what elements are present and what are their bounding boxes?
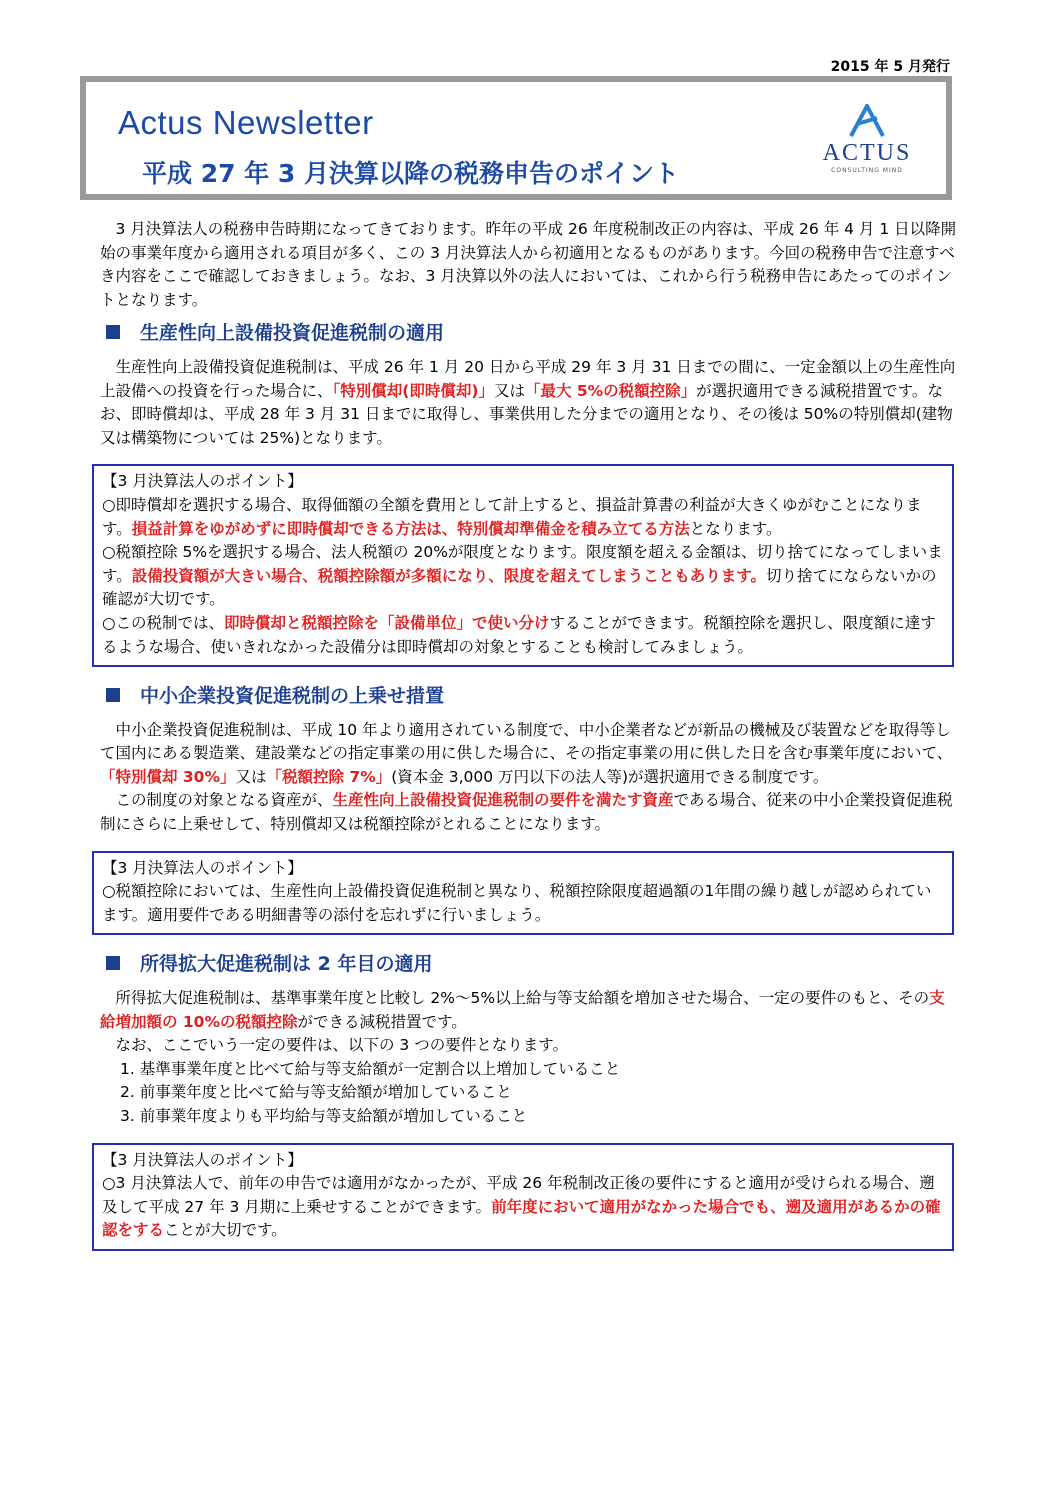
issue-date: 2015 年 5 月発行 — [830, 59, 950, 75]
section-bullet-icon — [106, 688, 120, 702]
point-box — [92, 851, 954, 936]
section-bullet-icon — [106, 325, 120, 339]
actus-logo — [812, 104, 922, 190]
list-item: 1. 基準事業年度と比べて給与等支給額が一定割合以上増加していること — [120, 1059, 621, 1078]
point-heading: 【3 月決算法人のポイント】 — [102, 858, 303, 877]
section-paragraph: 所得拡大促進税制は、基準事業年度と比較し 2%～5%以上給与等支給額を増加させた場合、一定の要件のもと、その支給増加額の 10%の税額控除ができる減税措置です。 — [100, 989, 945, 1031]
section-title: 生産性向上設備投資促進税制の適用 — [100, 322, 960, 346]
point-heading: 【3 月決算法人のポイント】 — [102, 1150, 303, 1169]
point-item: ○即時償却を選択する場合、取得価額の全額を費用として計上すると、損益計算書の利益が大きくゆがむことになります。損益計算をゆがめずに即時償却できる方法は、特別償却準備金を積み立てる方法となります。 — [102, 495, 922, 538]
section-bullet-icon — [106, 956, 120, 970]
point-item: ○税額控除 5%を選択する場合、法人税額の 20%が限度となります。限度額を超える金額は、切り捨てになってしまいます。設備投資額が大きい場合、税額控除額が多額になり、限度を超えてしまうこともあります。切り捨てにならないかの確認が大切です。 — [102, 543, 943, 609]
newsletter-header — [80, 76, 952, 200]
newsletter-brand: Actus Newsletter — [118, 104, 374, 141]
newsletter-headline: 平成 27 年 3 月決算以降の税務申告のポイント — [142, 159, 680, 188]
list-item: 3. 前事業年度よりも平均給与等支給額が増加していること — [120, 1107, 528, 1125]
point-item: ○この税制では、即時償却と税額控除を「設備単位」で使い分けすることができます。税額控除を選択し、限度額に達するような場合、使いきれなかった設備分は即時償却の対象とすることも検討してみましょう。 — [102, 613, 936, 656]
point-heading: 【3 月決算法人のポイント】 — [102, 472, 303, 491]
logo-tagline: CONSULTING MIND — [831, 167, 903, 174]
section-paragraph: なお、ここでいう一定の要件は、以下の 3 つの要件となります。 — [115, 1036, 568, 1055]
point-item: ○税額控除においては、生産性向上設備投資促進税制と異なり、税額控除限度超過額の1年間の繰り越しが認められています。適用要件である明細書等の添付を忘れずに行いましょう。 — [102, 882, 932, 924]
point-item: ○3 月決算法人で、前年の申告では適用がなかったが、平成 26 年税制改正後の要件にすると適用が受けられる場合、遡及して平成 27 年 3 月期に上乗せすることができます。前年度において適用がなかった場合でも、遡及適用があるかの確認をすることが大切です。 — [102, 1174, 941, 1240]
list-item: 2. 前事業年度と比べて給与等支給額が増加していること — [120, 1083, 512, 1102]
section-title: 中小企業投資促進税制の上乗せ措置 — [100, 685, 960, 709]
logo-wordmark: ACTUS — [822, 140, 912, 166]
point-box — [92, 1143, 954, 1251]
point-box — [92, 464, 954, 667]
requirements-list — [100, 1058, 960, 1129]
section-paragraph: 生産性向上設備投資促進税制は、平成 26 年 1 月 20 日から平成 29 年 3 月 31 日までの間に、一定金額以上の生産性向上設備への投資を行った場合に、「特別償却(即時償却)」又は「最大 5%の税額控除」が選択適用できる減税措置です。なお、即時償却は、平成 28 年 3 月 31 日までに取得し、事業供用した分までの適用となり、その後は 50%の特別償却(建物又は構築物については 25%)となります。 — [100, 357, 956, 447]
newsletter-body — [100, 218, 960, 1269]
section-paragraph: この制度の対象となる資産が、生産性向上設備投資促進税制の要件を満たす資産である場合、従来の中小企業投資促進税制にさらに上乗せして、特別償却又は税額控除がとれることになります。 — [100, 791, 953, 834]
section-title: 所得拡大促進税制は 2 年目の適用 — [100, 953, 960, 977]
section-paragraph: 中小企業投資促進税制は、平成 10 年より適用されている制度で、中小企業者などが新品の機械及び装置などを取得等して国内にある製造業、建設業などの指定事業の用に供した場合に、その指定事業の用に供した日を含む事業年度において、「特別償却 30%」又は「税額控除 7%」(資本金 3,000 万円以下の法人等)が選択適用できる制度です。 — [100, 720, 953, 786]
actus-logo-mark-icon — [847, 104, 887, 138]
intro-paragraph: 3 月決算法人の税務申告時期になってきております。昨年の平成 26 年度税制改正の内容は、平成 26 年 4 月 1 日以降開始の事業年度から適用される項目が多く、この 3 月決算法人から初適用となるものがあります。今回の税務申告で注意すべき内容をここで確認しておきましょう。なお、3 月決算以外の法人においては、これから行う税務申告にあたってのポイントとなります。 — [100, 220, 957, 309]
